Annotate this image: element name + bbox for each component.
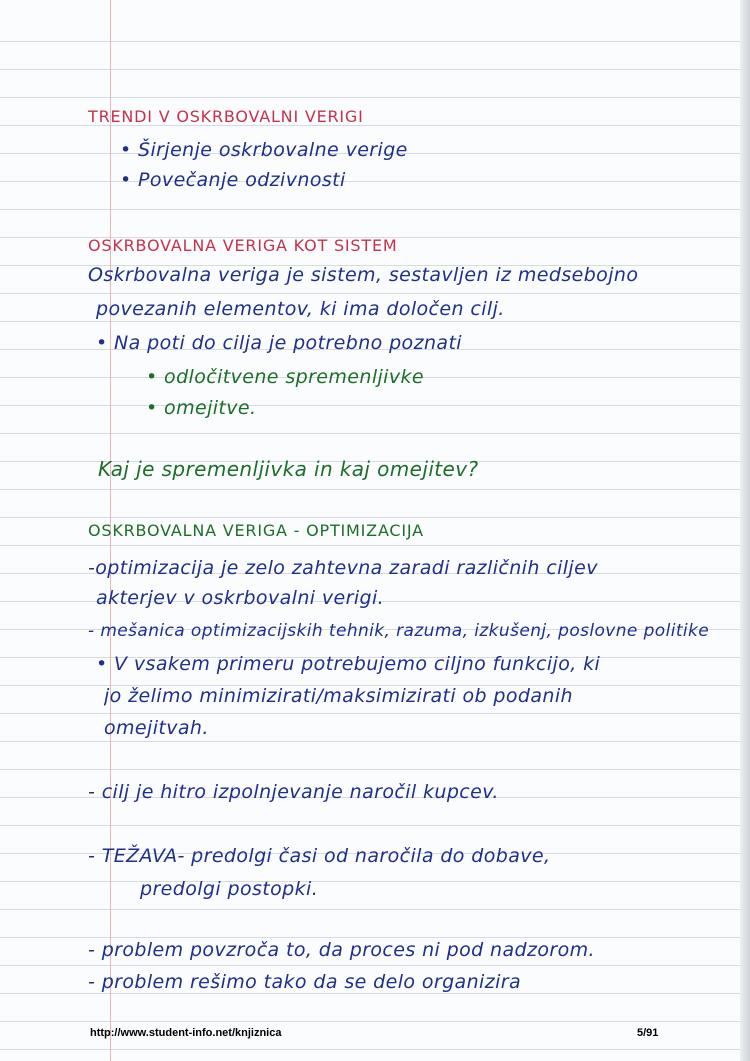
page-number: 5/91	[637, 1027, 659, 1039]
heading-trends: TRENDI V OSKRBOVALNI VERIGI	[88, 107, 364, 126]
text-line: - problem rešimo tako da se delo organizira	[88, 971, 522, 993]
bullet-line: • Povečanje odzivnosti	[120, 169, 346, 191]
heading-system: OSKRBOVALNA VERIGA KOT SISTEM	[88, 236, 398, 255]
text-line: - mešanica optimizacijskih tehnik, razuma, izkušenj, poslovne politike	[88, 621, 710, 641]
bullet-line: • V vsakem primeru potrebujemo ciljno funkcijo, ki	[96, 653, 601, 675]
bullet-line: • Na poti do cilja je potrebno poznati	[96, 332, 462, 354]
text-line: akterjev v oskrbovalni verigi.	[96, 587, 385, 609]
heading-optimization: OSKRBOVALNA VERIGA - OPTIMIZACIJA	[88, 521, 424, 540]
text-line: predolgi postopki.	[140, 878, 319, 900]
bullet-line: • omejitve.	[146, 397, 257, 419]
text-line: omejitvah.	[104, 717, 209, 739]
text-line: jo želimo minimizirati/maksimizirati ob podanih	[104, 685, 573, 707]
text-line: -optimizacija je zelo zahtevna zaradi različnih ciljev	[88, 557, 598, 579]
question-line: Kaj je spremenljivka in kaj omejitev?	[98, 457, 479, 481]
text-line: - cilj je hitro izpolnjevanje naročil kupcev.	[88, 781, 499, 803]
footer-url: http://www.student-info.net/knjiznica	[90, 1027, 282, 1039]
text-line: - problem povzroča to, da proces ni pod nadzorom.	[88, 939, 595, 961]
bullet-line: • Širjenje oskrbovalne verige	[120, 139, 408, 161]
page-binding-edge	[740, 0, 750, 1061]
bullet-line: • odločitvene spremenljivke	[146, 366, 424, 388]
text-line: Oskrbovalna veriga je sistem, sestavljen iz medsebojno	[88, 264, 639, 286]
text-line: - TEŽAVA- predolgi časi od naročila do dobave,	[88, 845, 551, 867]
text-line: povezanih elementov, ki ima določen cilj.	[96, 298, 505, 320]
